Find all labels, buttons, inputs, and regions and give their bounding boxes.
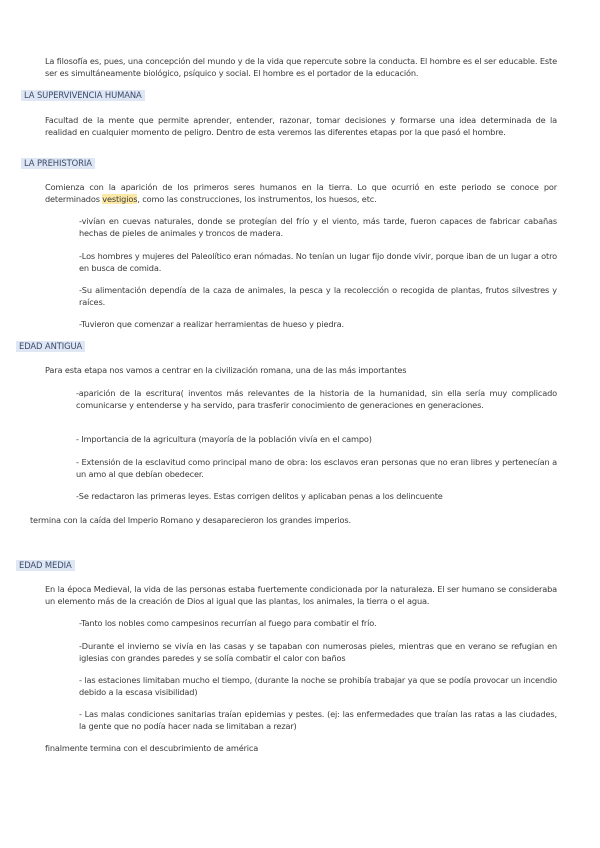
intro-paragraph: La filosofía es, pues, una concepción del mundo y de la vida que repercute sobre la conducta. El hombre es el ser educable. Este ser es simultáneamente biológico, psíquico y social. El hombre es el portador de la educación. — [45, 56, 557, 78]
heading-prehistoria: LA PREHISTORIA — [21, 158, 95, 169]
prehistoria-item: -Los hombres y mujeres del Paleolítico eran nómadas. No tenían un lugar fijo donde vivir, porque iban de un lugar a otro en busca de comida. — [79, 251, 557, 273]
heading-edad-antigua: EDAD ANTIGUA — [16, 341, 85, 352]
antigua-intro: Para esta etapa nos vamos a centrar en la civilización romana, una de las más importantes — [45, 365, 407, 375]
media-item: - Las malas condiciones sanitarias traían epidemias y pestes. (ej: las enfermedades que traían las ratas a las ciudades, la gente que no podía hacer nada se limitaban a rezar) — [79, 709, 557, 731]
heading-edad-media: EDAD MEDIA — [16, 560, 75, 571]
media-item: -Tanto los nobles como campesinos recurrían al fuego para combatir el frío. — [79, 618, 377, 628]
antigua-item: - Importancia de la agricultura (mayoría de la población vivía en el campo) — [76, 434, 372, 444]
antigua-item: -Se redactaron las primeras leyes. Estas corrigen delitos y aplicaban penas a los delincuente — [76, 491, 443, 501]
supervivencia-paragraph: Facultad de la mente que permite aprender, entender, razonar, tomar decisiones y formarse una idea determinada de la realidad en cualquier momento de peligro. Dentro de esta veremos las diferentes etapas por la que pasó el hombre. — [45, 115, 557, 137]
antigua-item: - Extensión de la esclavitud como principal mano de obra: los esclavos eran personas que no eran libres y pertenecían a un amo al que debían obedecer. — [76, 457, 557, 479]
prehistoria-intro-after: , como las construcciones, los instrumentos, los huesos, etc. — [137, 194, 377, 204]
media-closing: finalmente termina con el descubrimiento de américa — [45, 743, 259, 753]
prehistoria-item: -Su alimentación dependía de la caza de animales, la pesca y la recolección o recogida de plantas, frutos silvestres y raíces. — [79, 285, 557, 307]
prehistoria-intro-before: Comienza con la aparición de los primeros seres humanos en la tierra. Lo que ocurrió en este periodo se conoce por determinados — [45, 182, 557, 204]
antigua-closing: termina con la caída del Imperio Romano y desaparecieron los grandes imperios. — [30, 515, 351, 525]
antigua-item: -aparición de la escritura( inventos más relevantes de la historia de la humanidad, sin ella sería muy complicado comunicarse y entenderse y ha servido, para trasferir conocimiento de generaciones en generaciones. — [76, 388, 557, 410]
heading-supervivencia: LA SUPERVIVENCIA HUMANA — [21, 90, 145, 101]
prehistoria-item: -vivían en cuevas naturales, donde se protegían del frío y el viento, más tarde, fueron capaces de fabricar cabañas hechas de pieles de animales y troncos de madera. — [79, 216, 557, 238]
highlighted-word: vestigios — [102, 194, 138, 204]
prehistoria-item: -Tuvieron que comenzar a realizar herramientas de hueso y piedra. — [79, 319, 344, 329]
media-item: -Durante el invierno se vivía en las casas y se tapaban con numerosas pieles, mientras que en verano se refugian en iglesias con grandes paredes y se solía combatir el calor con baños — [79, 641, 557, 663]
media-intro: En la época Medieval, la vida de las personas estaba fuertemente condicionada por la naturaleza. El ser humano se consideraba un elemento más de la creación de Dios al igual que las plantas, los animales, la tierra o el agua. — [45, 584, 557, 606]
media-item: - las estaciones limitaban mucho el tiempo, (durante la noche se prohibía trabajar ya que se podía provocar un incendio debido a la escasa visibilidad) — [79, 675, 557, 697]
prehistoria-intro — [45, 181, 557, 205]
